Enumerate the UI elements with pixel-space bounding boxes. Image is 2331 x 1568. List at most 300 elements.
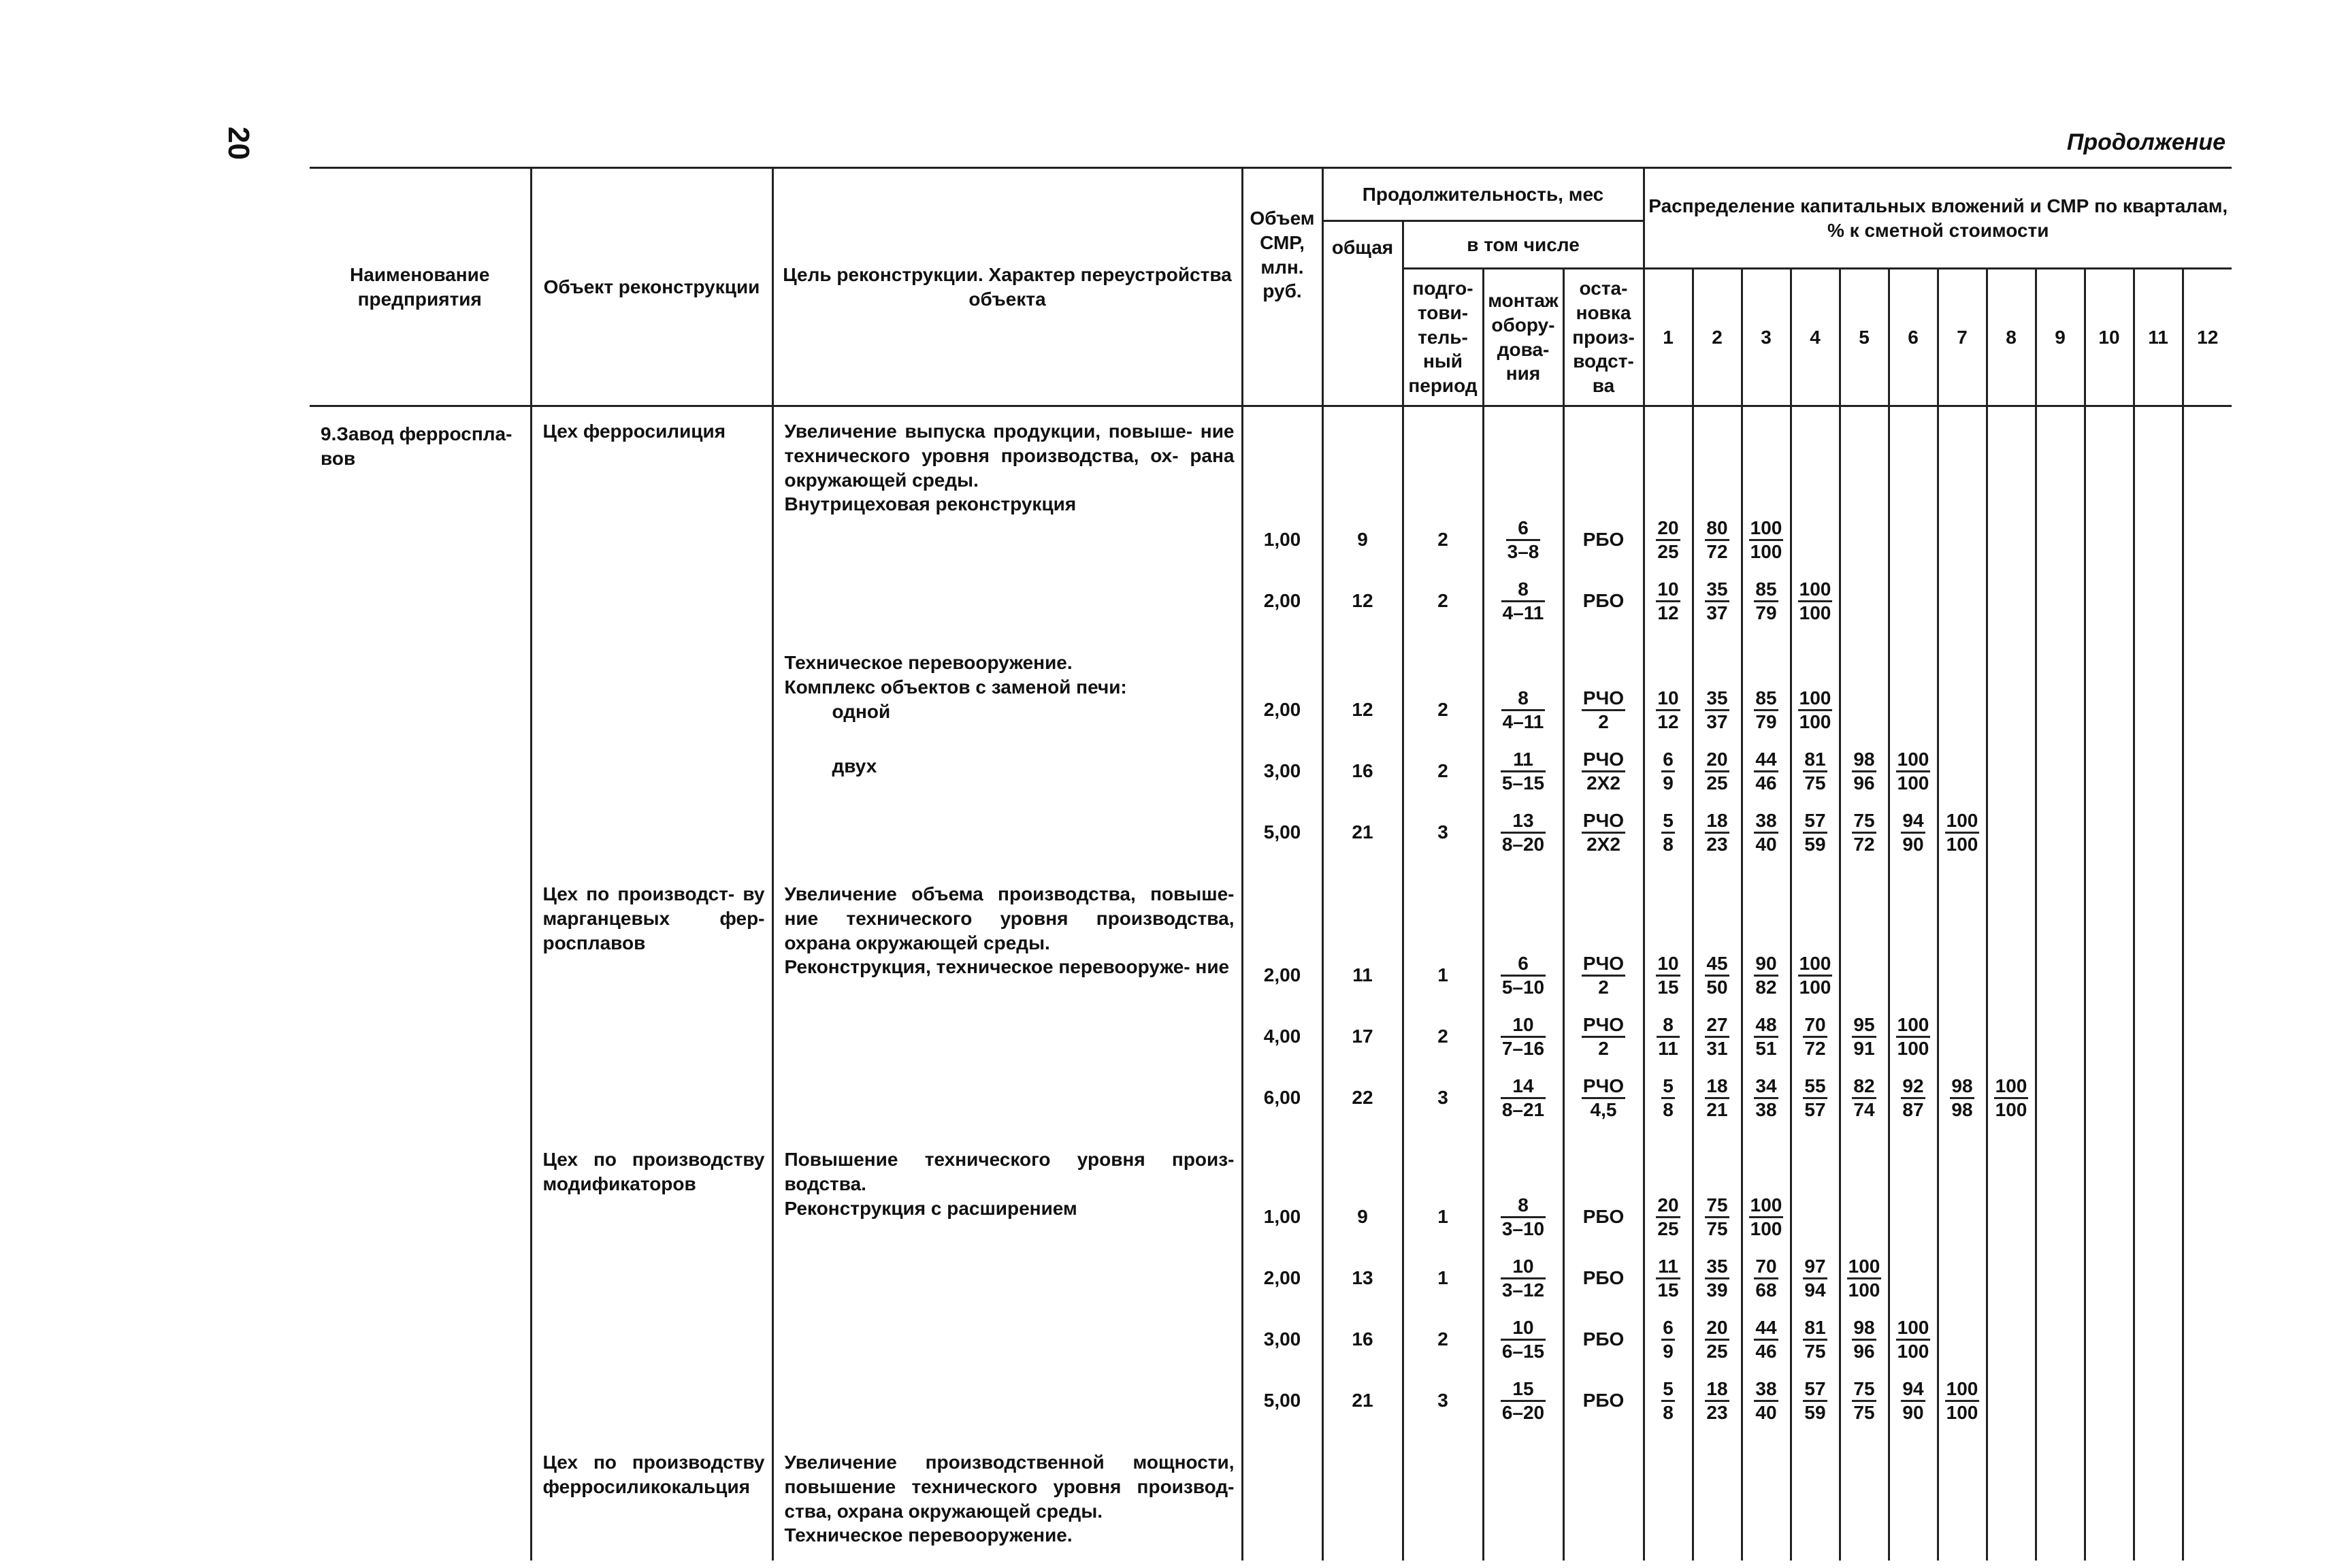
stop-fraction-denominator: 4,5	[1590, 1098, 1617, 1120]
mount-fraction	[1501, 689, 1546, 732]
cell-0-1-16	[2184, 570, 2232, 632]
cell-2-1-2	[1404, 1006, 1482, 1067]
cell-0-0-4	[1565, 509, 1643, 570]
cell-3-0-9	[1841, 1186, 1888, 1247]
quarter-fraction-denominator: 100	[1946, 1401, 1978, 1423]
quarter-fraction-denominator: 46	[1755, 1340, 1777, 1362]
header-quarter-5: 5	[1840, 269, 1889, 406]
cell-1-0-13	[2037, 679, 2084, 740]
cell-1-2-16	[2184, 802, 2232, 863]
quarter-fraction-denominator: 37	[1706, 602, 1728, 623]
header-quarter-7: 7	[1938, 269, 1987, 406]
quarter-fraction	[1661, 811, 1675, 854]
quarter-fraction-denominator: 8	[1663, 1401, 1674, 1423]
data-column-8	[1791, 406, 1840, 1561]
quarter-fraction-denominator: 98	[1951, 1098, 1973, 1120]
cell-3-1-6	[1694, 1247, 1741, 1309]
quarter-fraction-numerator: 100	[1896, 1318, 1931, 1341]
quarter-fraction	[1656, 1257, 1680, 1300]
data-column-4	[1563, 406, 1644, 1561]
cell-2-2-9	[1841, 1067, 1888, 1128]
cell-1-0-11	[1939, 679, 1986, 740]
cell-1-2-2	[1404, 802, 1482, 863]
quarter-fraction	[1705, 580, 1729, 623]
quarter-fraction-numerator: 100	[1945, 811, 1980, 834]
goal-line: Внутрицеховая реконструкция	[784, 493, 1077, 515]
enterprise-name: 9.Завод ферроспла- вов	[321, 423, 512, 469]
quarter-fraction	[1656, 580, 1680, 623]
cell-3-1-1	[1324, 1247, 1402, 1309]
cell-0-1-2	[1404, 570, 1482, 632]
quarter-fraction-denominator: 87	[1902, 1098, 1924, 1120]
mount-fraction-numerator: 10	[1501, 1318, 1546, 1341]
quarter-fraction-denominator: 15	[1657, 1279, 1679, 1301]
quarter-fraction-denominator: 25	[1657, 1218, 1679, 1239]
goal-line: Увеличение производственной мощности, повышение технического уровня производ- ства, охрана окружающей среды.	[784, 1452, 1235, 1522]
cell-3-1-3	[1484, 1247, 1563, 1309]
quarter-fraction	[1798, 689, 1833, 732]
goal-line: Увеличение выпуска продукции, повыше- ние технического уровня производства, ох- рана окружающей среды.	[784, 421, 1235, 491]
quarter-fraction-numerator: 18	[1705, 1379, 1729, 1402]
quarter-fraction-denominator: 11	[1658, 1037, 1678, 1059]
cell-3-2-16	[2184, 1309, 2232, 1370]
mount-fraction-numerator: 6	[1501, 954, 1546, 977]
cell-0-0-11	[1939, 509, 1986, 570]
quarter-fraction-numerator: 5	[1661, 811, 1675, 834]
cell-1-1-15	[2135, 740, 2182, 802]
quarter-fraction	[1754, 1257, 1778, 1300]
total-value: 9	[1357, 529, 1368, 551]
quarter-fraction	[1896, 750, 1931, 793]
quarter-fraction-numerator: 8	[1657, 1015, 1680, 1038]
quarter-fraction-numerator: 20	[1705, 1318, 1729, 1341]
total-value: 16	[1352, 760, 1373, 782]
quarter-fraction-denominator: 100	[1897, 1340, 1929, 1362]
stop-value: РБО	[1582, 529, 1625, 551]
quarter-fraction	[1754, 811, 1778, 854]
quarter-fraction	[1656, 954, 1680, 997]
quarter-fraction-numerator: 100	[1847, 1257, 1882, 1279]
cell-1-0-0	[1243, 679, 1322, 740]
cell-3-3-5	[1645, 1370, 1692, 1431]
cell-2-0-11	[1939, 945, 1986, 1006]
quarter-fraction	[1705, 1077, 1729, 1120]
cell-3-3-2	[1404, 1370, 1482, 1431]
cell-0-1-1	[1324, 570, 1402, 632]
cell-2-1-1	[1324, 1006, 1402, 1067]
cell-2-0-4	[1565, 945, 1643, 1006]
quarter-fraction-numerator: 100	[1798, 689, 1833, 711]
cell-1-0-6	[1694, 679, 1741, 740]
cell-1-0-7	[1743, 679, 1790, 740]
total-value: 12	[1352, 590, 1373, 612]
continuation-label: Продолжение	[2066, 129, 2226, 155]
cell-1-1-16	[2184, 740, 2232, 802]
quarter-fraction	[1852, 1318, 1876, 1361]
table-body	[310, 406, 2232, 1561]
quarter-fraction-numerator: 100	[1749, 519, 1784, 541]
cell-1-0-15	[2135, 679, 2182, 740]
cell-3-0-5	[1645, 1186, 1692, 1247]
cell-2-1-5	[1645, 1006, 1692, 1067]
section-object-0: Цех ферросилиция	[542, 421, 726, 442]
mount-fraction	[1501, 580, 1546, 623]
quarter-fraction	[1945, 1379, 1980, 1422]
cell-3-2-10	[1890, 1309, 1937, 1370]
cell-2-2-6	[1694, 1067, 1741, 1128]
cell-1-1-11	[1939, 740, 1986, 802]
quarter-fraction-denominator: 12	[1657, 710, 1679, 732]
stop-value: РБО	[1582, 1267, 1625, 1289]
cell-2-1-10	[1890, 1006, 1937, 1067]
quarter-fraction-denominator: 90	[1902, 1401, 1924, 1423]
quarter-fraction	[1803, 750, 1827, 793]
quarter-fraction-denominator: 100	[1897, 1037, 1929, 1059]
quarter-fraction	[1754, 689, 1778, 732]
data-column-13	[2036, 406, 2085, 1561]
cell-2-1-11	[1939, 1006, 1986, 1067]
quarter-fraction	[1754, 1379, 1778, 1422]
total-value: 17	[1352, 1026, 1373, 1047]
cell-2-0-1	[1324, 945, 1402, 1006]
volume-value: 4,00	[1263, 1026, 1301, 1047]
cell-1-2-6	[1694, 802, 1741, 863]
quarter-fraction	[1852, 1077, 1876, 1120]
cell-3-0-0	[1243, 1186, 1322, 1247]
quarter-fraction-numerator: 94	[1901, 1379, 1925, 1402]
cell-3-1-12	[1988, 1247, 2035, 1309]
cell-0-1-12	[1988, 570, 2035, 632]
cell-2-2-0	[1243, 1067, 1322, 1128]
cell-2-1-3	[1484, 1006, 1563, 1067]
quarter-fraction-numerator: 81	[1803, 1318, 1827, 1341]
cell-0-0-6	[1694, 509, 1741, 570]
mount-fraction-denominator: 4–11	[1502, 602, 1544, 623]
cell-2-2-11	[1939, 1067, 1986, 1128]
cell-3-3-3	[1484, 1370, 1563, 1431]
quarter-fraction-numerator: 55	[1803, 1077, 1827, 1099]
quarter-fraction-numerator: 100	[1798, 580, 1833, 602]
section-goal-0	[774, 407, 1241, 638]
quarter-fraction	[1754, 954, 1778, 997]
cell-3-2-5	[1645, 1309, 1692, 1370]
cell-0-0-10	[1890, 509, 1937, 570]
data-column-15	[2134, 406, 2183, 1561]
quarter-fraction-denominator: 51	[1755, 1037, 1777, 1059]
quarter-fraction	[1661, 1077, 1675, 1120]
quarter-fraction	[1803, 1379, 1827, 1422]
prep-value: 2	[1437, 699, 1448, 721]
cell-2-1-4	[1565, 1006, 1643, 1067]
enterprise-cell	[310, 406, 531, 1561]
cell-2-2-14	[2086, 1067, 2133, 1128]
cell-3-0-6	[1694, 1186, 1741, 1247]
cell-1-2-3	[1484, 802, 1563, 863]
header-quarter-1: 1	[1644, 269, 1693, 406]
cell-2-1-13	[2037, 1006, 2084, 1067]
stop-value: РБО	[1582, 1390, 1625, 1411]
cell-1-1-3	[1484, 740, 1563, 802]
cell-3-3-9	[1841, 1370, 1888, 1431]
cell-2-2-4	[1565, 1067, 1643, 1128]
stop-fraction-numerator: РЧО	[1582, 954, 1625, 977]
investment-table	[310, 167, 2232, 1561]
mount-fraction-denominator: 6–20	[1501, 1401, 1545, 1423]
quarter-fraction-numerator: 80	[1705, 519, 1729, 541]
data-column-14	[2085, 406, 2134, 1561]
cell-0-1-11	[1939, 570, 1986, 632]
cell-3-0-16	[2184, 1186, 2232, 1247]
cell-1-1-5	[1645, 740, 1692, 802]
cell-3-3-6	[1694, 1370, 1741, 1431]
cell-3-0-12	[1988, 1186, 2035, 1247]
cell-2-1-14	[2086, 1006, 2133, 1067]
cell-3-3-10	[1890, 1370, 1937, 1431]
cell-0-0-9	[1841, 509, 1888, 570]
cell-1-0-8	[1792, 679, 1839, 740]
cell-3-2-8	[1792, 1309, 1839, 1370]
total-value: 21	[1352, 1390, 1373, 1411]
total-value: 9	[1357, 1206, 1368, 1228]
cell-0-1-5	[1645, 570, 1692, 632]
volume-value: 5,00	[1263, 1390, 1301, 1411]
cell-1-1-8	[1792, 740, 1839, 802]
quarter-fraction-denominator: 91	[1853, 1037, 1875, 1059]
mount-fraction-numerator: 10	[1501, 1257, 1546, 1279]
stop-fraction	[1582, 811, 1625, 854]
quarter-fraction-denominator: 25	[1657, 540, 1679, 562]
quarter-fraction-denominator: 96	[1853, 1340, 1875, 1362]
cell-2-2-16	[2184, 1067, 2232, 1128]
prep-value: 1	[1437, 1267, 1448, 1289]
quarter-fraction-denominator: 50	[1706, 976, 1728, 998]
quarter-fraction	[1754, 1318, 1778, 1361]
quarter-fraction-denominator: 100	[1799, 602, 1831, 623]
quarter-fraction	[1661, 750, 1675, 793]
cell-3-2-2	[1404, 1309, 1482, 1370]
quarter-fraction-denominator: 100	[1750, 1218, 1782, 1239]
quarter-fraction	[1705, 1318, 1729, 1361]
object-column	[531, 406, 772, 1561]
quarter-fraction-denominator: 100	[1848, 1279, 1880, 1301]
quarter-fraction-numerator: 20	[1705, 750, 1729, 772]
cell-3-2-3	[1484, 1309, 1563, 1370]
quarter-fraction-denominator: 79	[1755, 602, 1777, 623]
quarter-fraction-denominator: 75	[1706, 1218, 1728, 1239]
cell-1-1-2	[1404, 740, 1482, 802]
total-value: 13	[1352, 1267, 1373, 1289]
mount-fraction	[1501, 1318, 1546, 1361]
quarter-fraction-denominator: 9	[1663, 772, 1674, 794]
cell-3-2-15	[2135, 1309, 2182, 1370]
mount-fraction-numerator: 6	[1506, 519, 1541, 541]
section-goal-2	[774, 870, 1241, 1135]
mount-fraction	[1501, 750, 1546, 793]
mount-fraction	[1506, 519, 1541, 561]
quarter-fraction-numerator: 100	[1994, 1077, 2029, 1099]
quarter-fraction	[1901, 1077, 1925, 1120]
header-quarter-6: 6	[1889, 269, 1938, 406]
quarter-fraction-denominator: 37	[1706, 710, 1728, 732]
data-column-2	[1403, 406, 1483, 1561]
cell-1-1-4	[1565, 740, 1643, 802]
stop-fraction	[1582, 954, 1625, 997]
cell-3-3-15	[2135, 1370, 2182, 1431]
cell-1-2-7	[1743, 802, 1790, 863]
mount-fraction-numerator: 15	[1501, 1379, 1546, 1402]
cell-3-2-1	[1324, 1309, 1402, 1370]
volume-value: 2,00	[1263, 590, 1301, 612]
quarter-fraction-denominator: 40	[1755, 1401, 1777, 1423]
total-value: 16	[1352, 1328, 1373, 1350]
cell-3-1-15	[2135, 1247, 2182, 1309]
cell-0-0-0	[1243, 509, 1322, 570]
data-column-12	[1987, 406, 2036, 1561]
prep-value: 1	[1437, 964, 1448, 986]
quarter-fraction-numerator: 98	[1950, 1077, 1974, 1099]
prep-value: 3	[1437, 1390, 1448, 1411]
goal-column	[772, 406, 1242, 1561]
header-volume: Объем СМР, млн. руб.	[1242, 168, 1322, 406]
total-value: 11	[1352, 964, 1373, 986]
mount-fraction-denominator: 3–8	[1507, 540, 1539, 562]
volume-value: 2,00	[1263, 964, 1301, 986]
cell-3-2-13	[2037, 1309, 2084, 1370]
quarter-fraction	[1847, 1257, 1882, 1300]
cell-3-0-11	[1939, 1186, 1986, 1247]
header-including: в том числе	[1403, 221, 1644, 269]
header-stop: оста- новка произ- водст- ва	[1563, 269, 1644, 406]
data-column-5	[1644, 406, 1693, 1561]
cell-0-1-13	[2037, 570, 2084, 632]
cell-1-0-4	[1565, 679, 1643, 740]
cell-3-2-6	[1694, 1309, 1741, 1370]
cell-3-3-11	[1939, 1370, 1986, 1431]
quarter-fraction-numerator: 11	[1656, 1257, 1680, 1279]
quarter-fraction-numerator: 90	[1754, 954, 1778, 977]
quarter-fraction-denominator: 46	[1755, 772, 1777, 794]
header-quarter-2: 2	[1693, 269, 1742, 406]
quarter-fraction-denominator: 23	[1706, 833, 1728, 855]
cell-1-1-13	[2037, 740, 2084, 802]
quarter-fraction-numerator: 70	[1754, 1257, 1778, 1279]
prep-value: 3	[1437, 1087, 1448, 1109]
cell-0-1-10	[1890, 570, 1937, 632]
cell-1-0-12	[1988, 679, 2035, 740]
cell-3-1-14	[2086, 1247, 2133, 1309]
cell-2-0-0	[1243, 945, 1322, 1006]
quarter-fraction-denominator: 57	[1804, 1098, 1826, 1120]
quarter-fraction-numerator: 100	[1945, 1379, 1980, 1402]
stop-fraction-denominator: 2	[1598, 976, 1609, 998]
cell-2-0-8	[1792, 945, 1839, 1006]
cell-0-0-12	[1988, 509, 2035, 570]
quarter-fraction	[1749, 519, 1784, 561]
mount-fraction-numerator: 11	[1501, 750, 1546, 772]
cell-3-0-2	[1404, 1186, 1482, 1247]
quarter-fraction-denominator: 31	[1706, 1037, 1728, 1059]
cell-1-1-14	[2086, 740, 2133, 802]
section-object-3: Цех по производству модификаторов	[542, 1149, 765, 1194]
cell-2-0-6	[1694, 945, 1741, 1006]
mount-fraction-denominator: 3–10	[1501, 1218, 1545, 1239]
stop-fraction-denominator: 2Х2	[1586, 772, 1620, 794]
cell-1-0-2	[1404, 679, 1482, 740]
cell-0-0-5	[1645, 509, 1692, 570]
mount-fraction-denominator: 8–20	[1501, 833, 1545, 855]
cell-0-1-8	[1792, 570, 1839, 632]
cell-0-0-16	[2184, 509, 2232, 570]
mount-fraction-numerator: 14	[1501, 1077, 1546, 1099]
volume-value: 2,00	[1263, 699, 1301, 721]
quarter-fraction-numerator: 100	[1896, 750, 1931, 772]
cell-0-1-9	[1841, 570, 1888, 632]
quarter-fraction-denominator: 72	[1804, 1037, 1826, 1059]
mount-fraction-denominator: 8–21	[1501, 1098, 1545, 1120]
cell-3-3-7	[1743, 1370, 1790, 1431]
quarter-fraction-denominator: 75	[1853, 1401, 1875, 1423]
header-quarter-3: 3	[1742, 269, 1791, 406]
cell-2-1-16	[2184, 1006, 2232, 1067]
cell-1-0-3	[1484, 679, 1563, 740]
quarter-fraction	[1705, 1257, 1729, 1300]
cell-1-2-11	[1939, 802, 1986, 863]
cell-3-1-13	[2037, 1247, 2084, 1309]
stop-fraction-denominator: 2	[1598, 710, 1609, 732]
quarter-fraction	[1945, 811, 1980, 854]
cell-0-0-13	[2037, 509, 2084, 570]
section-goal-1	[774, 638, 1241, 870]
cell-1-0-10	[1890, 679, 1937, 740]
cell-0-1-7	[1743, 570, 1790, 632]
cell-3-3-0	[1243, 1370, 1322, 1431]
quarter-fraction	[1705, 750, 1729, 793]
header-goal: Цель реконструкции. Характер переустройства объекта	[772, 168, 1242, 406]
goal-line: Увеличение объема производства, повыше- ние технического уровня производства, охрана окружающей среды.	[784, 883, 1235, 953]
quarter-fraction-denominator: 68	[1755, 1279, 1777, 1301]
quarter-fraction-numerator: 85	[1754, 580, 1778, 602]
cell-1-1-1	[1324, 740, 1402, 802]
data-column-10	[1889, 406, 1938, 1561]
stop-fraction-denominator: 2	[1598, 1037, 1609, 1059]
quarter-fraction	[1901, 1379, 1925, 1422]
cell-1-2-8	[1792, 802, 1839, 863]
total-value: 21	[1352, 821, 1373, 843]
quarter-fraction	[1901, 811, 1925, 854]
cell-3-1-5	[1645, 1247, 1692, 1309]
cell-3-2-0	[1243, 1309, 1322, 1370]
cell-0-1-14	[2086, 570, 2133, 632]
cell-2-0-5	[1645, 945, 1692, 1006]
cell-2-0-13	[2037, 945, 2084, 1006]
volume-value: 3,00	[1263, 1328, 1301, 1350]
cell-3-1-16	[2184, 1247, 2232, 1309]
cell-3-0-15	[2135, 1186, 2182, 1247]
quarter-fraction-numerator: 34	[1754, 1077, 1778, 1099]
cell-2-2-2	[1404, 1067, 1482, 1128]
goal-line: Техническое перевооружение.	[784, 1524, 1073, 1546]
stop-fraction-denominator: 2Х2	[1586, 833, 1620, 855]
prep-value: 2	[1437, 760, 1448, 782]
volume-value: 3,00	[1263, 760, 1301, 782]
cell-1-2-15	[2135, 802, 2182, 863]
prep-value: 2	[1437, 590, 1448, 612]
cell-2-2-13	[2037, 1067, 2084, 1128]
quarter-fraction	[1705, 954, 1729, 997]
cell-3-2-14	[2086, 1309, 2133, 1370]
cell-3-1-10	[1890, 1247, 1937, 1309]
cell-2-1-12	[1988, 1006, 2035, 1067]
